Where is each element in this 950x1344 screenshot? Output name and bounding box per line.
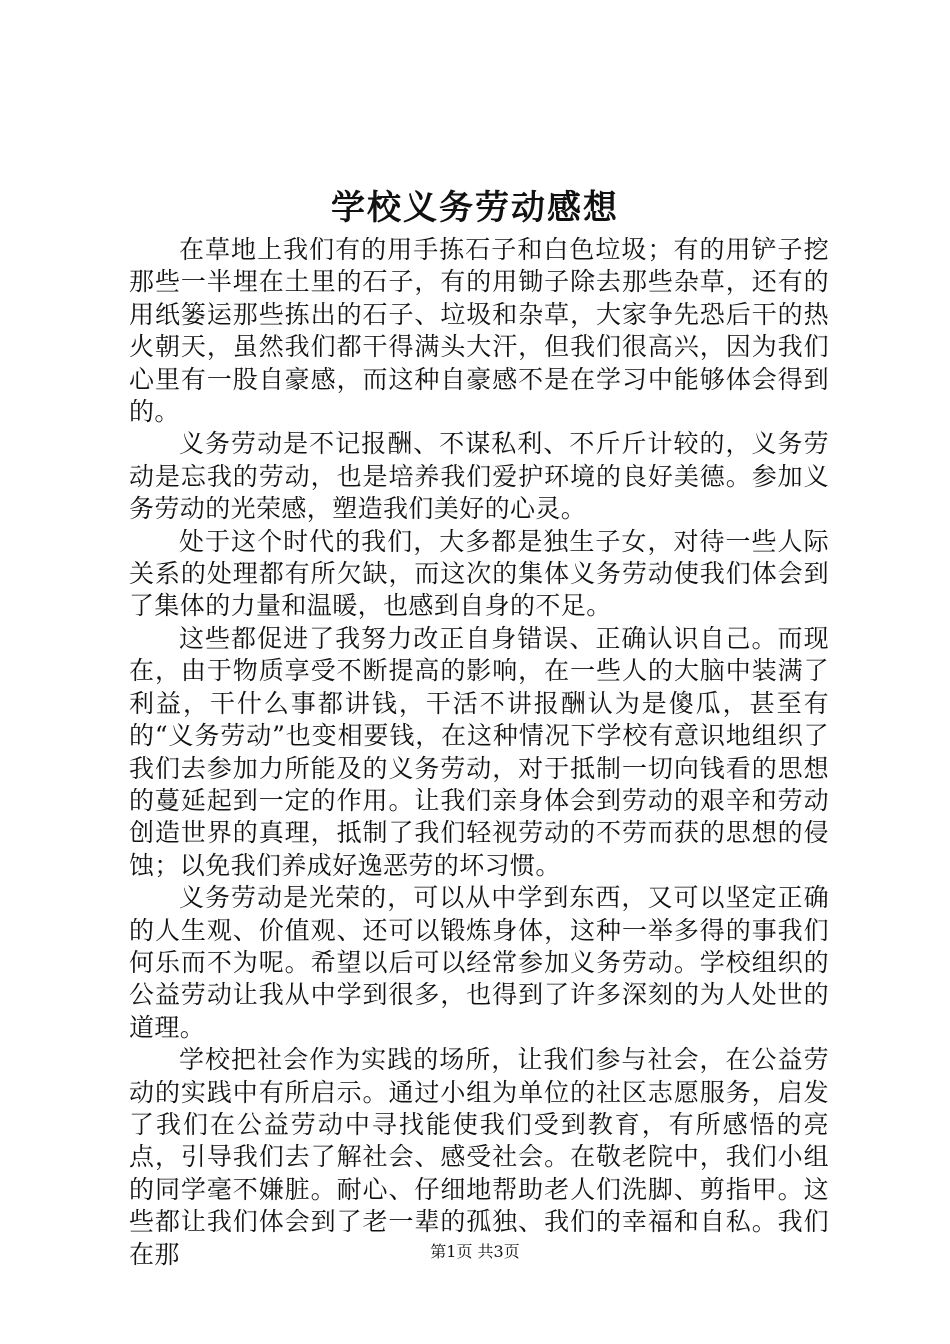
paragraph: 处于这个时代的我们，大多都是独生子女，对待一些人际关系的处理都有所欠缺，而这次的集体义务劳动使我们体会到了集体的力量和温暖，也感到自身的不足。 xyxy=(129,526,829,621)
paragraph: 这些都促进了我努力改正自身错误、正确认识自己。而现在，由于物质享受不断提高的影响，在一些人的大脑中装满了利益，干什么事都讲钱，干活不讲报酬认为是傻瓜，甚至有的“义务劳动”也变相要钱，在这种情况下学校有意识地组织了我们去参加力所能及的义务劳动，对于抵制一切向钱看的思想的蔓延起到一定的作用。让我们亲身体会到劳动的艰辛和劳动创造世界的真理，抵制了我们轻视劳动的不劳而获的思想的侵蚀；以免我们养成好逸恶劳的坏习惯。 xyxy=(129,623,829,880)
document-title: 学校义务劳动感想 xyxy=(331,188,619,228)
document-body xyxy=(129,234,829,1271)
paragraph: 义务劳动是不记报酬、不谋私利、不斤斤计较的，义务劳动是忘我的劳动，也是培养我们爱护环境的良好美德。参加义务劳动的光荣感，塑造我们美好的心灵。 xyxy=(129,429,829,524)
paragraph: 义务劳动是光荣的，可以从中学到东西，又可以坚定正确的人生观、价值观、还可以锻炼身体，这种一举多得的事我们何乐而不为呢。希望以后可以经常参加义务劳动。学校组织的公益劳动让我从中学到很多，也得到了许多深刻的为人处世的道理。 xyxy=(129,883,829,1042)
paragraph: 学校把社会作为实践的场所，让我们参与社会，在公益劳动的实践中有所启示。通过小组为单位的社区志愿服务，启发了我们在公益劳动中寻找能使我们受到教育，有所感悟的亮点，引导我们去了解社会、感受社会。在敬老院中，我们小组的同学毫不嫌脏。耐心、仔细地帮助老人们洗脚、剪指甲。这些都让我们体会到了老一辈的孤独、我们的幸福和自私。我们在那 xyxy=(129,1045,829,1269)
page-number-footer: 第1页 共3页 xyxy=(430,1242,520,1261)
paragraph: 在草地上我们有的用手拣石子和白色垃圾；有的用铲子挖那些一半埋在土里的石子，有的用锄子除去那些杂草，还有的用纸篓运那些拣出的石子、垃圾和杂草，大家争先恐后干的热火朝天，虽然我们都干得满头大汗，但我们很高兴，因为我们心里有一股自豪感，而这种自豪感不是在学习中能够体会得到的。 xyxy=(129,235,829,427)
